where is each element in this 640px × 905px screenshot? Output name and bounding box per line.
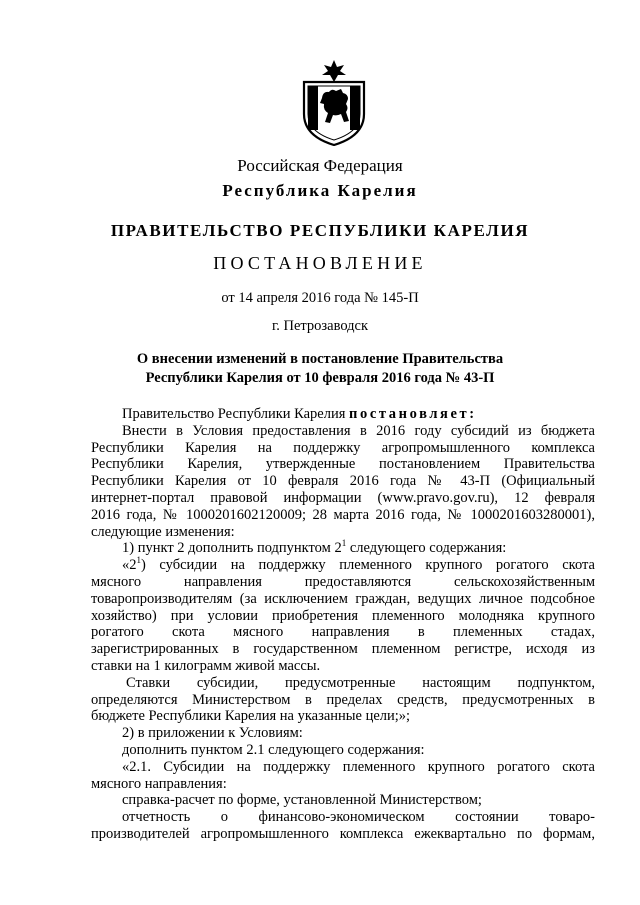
body-line: «2.1. Субсидии на поддержку племенного крупного рогатого скота	[122, 758, 595, 775]
body-line: Внести в Условия предоставления в 2016 году субсидий из бюджета	[122, 422, 595, 439]
body-line: справка-расчет по форме, установленной Министерством;	[122, 792, 482, 809]
body-line: бюджете Республики Карелия на указанные цели;»;	[91, 708, 411, 725]
body-line: производителей агропромышленного комплекса ежеквартально по формам,	[91, 825, 595, 842]
body-text: 1) пункт 2 дополнить подпунктом 2	[122, 540, 342, 557]
body-line: отчетность о финансово-экономическом состоянии товаро-	[122, 809, 595, 826]
body-text: ) субсидии на поддержку племенного крупного рогатого скота	[141, 557, 595, 574]
body-line: ставки на 1 килограмм живой массы.	[91, 657, 321, 674]
republic-label: Республика Карелия	[222, 181, 418, 200]
city: г. Петрозаводск	[271, 318, 369, 334]
body-line: Республики Карелия на поддержку агропромышленного комплекса	[91, 439, 595, 456]
body-line: Республики Карелия, утвержденные постановлением Правительства	[91, 456, 595, 473]
body-line: мясного направления:	[91, 775, 227, 792]
superscript: 1	[341, 538, 347, 549]
body-line: 2016 года, № 1000201602120009; 28 марта 2016 года, № 1000201603280001),	[91, 506, 595, 523]
body-paragraph	[91, 406, 595, 423]
body-text: «2	[122, 557, 137, 574]
body-text: следующего содержания:	[346, 540, 507, 557]
superscript: 1	[136, 555, 141, 566]
body-line: мясного направления предоставляются сельскохозяйственным	[91, 573, 595, 590]
body-line: товаропроизводителям (за исключением граждан, ведущих личное подсобное	[91, 590, 595, 607]
document-type: ПОСТАНОВЛЕНИЕ	[213, 253, 427, 273]
item-2-sub: дополнить пунктом 2.1 следующего содержания:	[122, 741, 425, 758]
body-line: определяются Министерством в пределах средств, предусмотренных в	[91, 691, 595, 708]
body-line: Ставки субсидии, предусмотренные настоящим подпунктом,	[126, 674, 595, 691]
item-1	[91, 540, 595, 557]
government-heading: ПРАВИТЕЛЬСТВО РЕСПУБЛИКИ КАРЕЛИЯ	[110, 221, 530, 240]
body-text: Правительство Республики Карелия	[122, 406, 350, 422]
document-title-line-2: Республики Карелия от 10 февраля 2016 года № 43-П	[145, 370, 495, 386]
body-line: хозяйство) при условии приобретения племенного молодняка крупного	[91, 607, 595, 624]
item-2: 2) в приложении к Условиям:	[122, 725, 303, 742]
date-number: от 14 апреля 2016 года № 145-П	[221, 290, 419, 306]
body-line: рогатого скота мясного направления в племенных стадах,	[91, 624, 595, 641]
document-body	[91, 406, 595, 843]
karelia-coat-of-arms-icon	[296, 58, 372, 146]
quote-1-first-line	[91, 557, 595, 574]
decree-word: постановляет:	[349, 406, 477, 422]
body-line: следующие изменения:	[91, 523, 235, 540]
federation-label: Российская Федерация	[237, 156, 403, 175]
body-line: интернет-портал правовой информации (www.pravo.gov.ru), 12 февраля	[91, 489, 595, 506]
body-line: Республики Карелия от 10 февраля 2016 года № 43-П (Официальный	[91, 473, 595, 490]
body-line: зарегистрированных в государственном племенном регистре, исходя из	[91, 641, 595, 658]
document-title-line-1: О внесении изменений в постановление Правительства	[136, 351, 504, 367]
